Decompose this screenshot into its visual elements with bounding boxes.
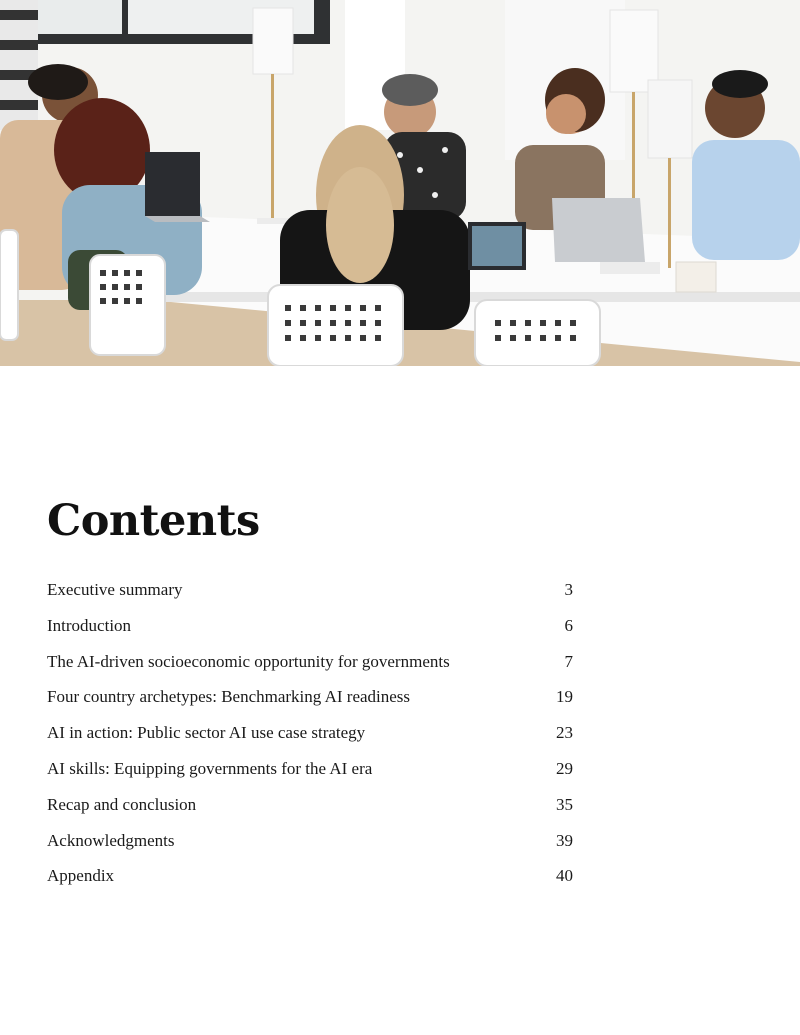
toc-item-label: Acknowledgments: [47, 830, 175, 850]
toc-item-label: Appendix: [47, 866, 115, 886]
toc-item-label: Executive summary: [47, 580, 183, 599]
toc-item-recap-and-conclusion[interactable]: [47, 795, 573, 831]
toc-item-page: 39: [556, 830, 573, 850]
toc-item-page: 40: [556, 866, 573, 886]
toc-item-page: 23: [556, 723, 573, 743]
toc-item-label: Introduction: [47, 615, 132, 635]
toc-item-label: Recap and conclusion: [47, 794, 197, 814]
toc-item-page: 7: [564, 651, 573, 671]
toc-item-country-archetypes[interactable]: [47, 687, 573, 723]
toc-item-ai-in-action[interactable]: [47, 723, 573, 759]
toc-item-executive-summary[interactable]: [47, 580, 573, 616]
toc-item-label: Four country archetypes: Benchmarking AI readiness: [47, 687, 411, 707]
table-of-contents: [47, 580, 573, 902]
toc-item-label: AI skills: Equipping governments for the AI era: [47, 758, 373, 778]
toc-item-socioeconomic-opportunity[interactable]: [47, 652, 573, 688]
hero-photo: [0, 0, 800, 366]
meeting-photo-illustration: [0, 0, 800, 366]
toc-item-label: AI in action: Public sector AI use case strategy: [47, 723, 366, 743]
toc-item-page: 3: [564, 580, 573, 599]
toc-item-page: 29: [556, 758, 573, 778]
contents-title: Contents: [47, 496, 260, 546]
toc-item-page: 6: [564, 615, 573, 635]
toc-item-appendix[interactable]: [47, 866, 573, 902]
toc-item-page: 19: [556, 687, 573, 707]
toc-item-label: The AI-driven socioeconomic opportunity for governments: [47, 651, 450, 671]
toc-item-introduction[interactable]: [47, 616, 573, 652]
toc-item-page: 35: [556, 794, 573, 814]
toc-item-ai-skills[interactable]: [47, 759, 573, 795]
toc-item-acknowledgments[interactable]: [47, 831, 573, 867]
